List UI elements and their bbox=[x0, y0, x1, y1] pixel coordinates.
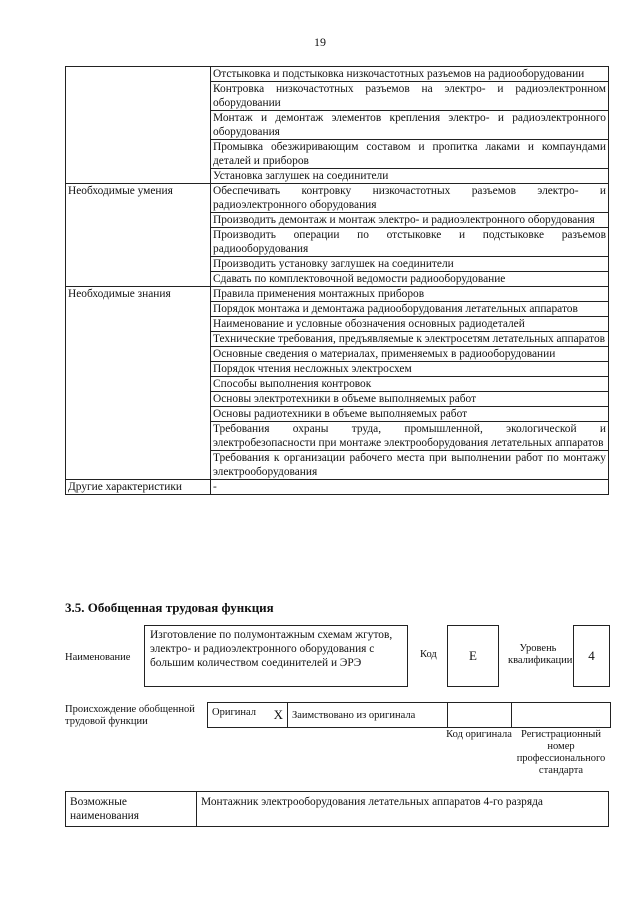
row-value: Производить операции по отстыковке и подстыковке разъемов радиооборудования bbox=[211, 228, 609, 257]
row-label bbox=[66, 67, 211, 184]
row-label: Необходимые умения bbox=[66, 184, 211, 287]
page-number: 19 bbox=[314, 35, 326, 49]
possible-names-label: Возможные наименования bbox=[66, 792, 197, 827]
registration-number-cell bbox=[512, 703, 611, 728]
section-title: 3.5. Обобщенная трудовая функция bbox=[65, 600, 274, 615]
row-value: Основы радиотехники в объеме выполняемых работ bbox=[211, 407, 609, 422]
row-value: Способы выполнения контровок bbox=[211, 377, 609, 392]
function-name-box: Изготовление по полумонтажным схемам жгутов, электро- и радиоэлектронного оборудования с большим количеством соединителей и ЭРЭ bbox=[144, 625, 408, 687]
row-value: Сдавать по комплектовочной ведомости радиооборудование bbox=[211, 272, 609, 287]
row-value: Наименование и условные обозначения основных радиодеталей bbox=[211, 317, 609, 332]
origin-table bbox=[207, 702, 611, 728]
qualification-level-box: 4 bbox=[573, 625, 610, 687]
characteristics-table bbox=[65, 66, 609, 495]
row-value: Установка заглушек на соединители bbox=[211, 169, 609, 184]
row-value: Отстыковка и подстыковка низкочастотных разъемов на радиооборудовании bbox=[211, 67, 609, 82]
name-label: Наименование bbox=[65, 652, 131, 663]
origin-label: Происхождение обобщенной трудовой функции bbox=[65, 704, 195, 727]
row-value: Производить установку заглушек на соединители bbox=[211, 257, 609, 272]
table-row bbox=[66, 287, 609, 302]
possible-names-table bbox=[65, 791, 609, 827]
row-value: Основные сведения о материалах, применяемых в радиооборудовании bbox=[211, 347, 609, 362]
code-label: Код bbox=[420, 649, 437, 660]
row-value: Технические требования, предъявляемые к электросетям летательных аппаратов bbox=[211, 332, 609, 347]
qualification-level-label: Уровень квалификации bbox=[508, 643, 573, 666]
code-box: E bbox=[447, 625, 499, 687]
table-row bbox=[66, 67, 609, 82]
row-value: Требования охраны труда, промышленной, экологической и электробезопасности при монтаже электрооборудования летательных аппаратов bbox=[211, 422, 609, 451]
origin-row bbox=[208, 703, 611, 728]
borrowed-cell: Заимствовано из оригинала bbox=[288, 703, 448, 728]
row-value: Порядок чтения несложных электросхем bbox=[211, 362, 609, 377]
row-label: Необходимые знания bbox=[66, 287, 211, 480]
registration-number-label: Регистрационный номер профессионального стандарта bbox=[516, 729, 606, 776]
row-value: Требования к организации рабочего места при выполнении работ по монтажу электрооборудования bbox=[211, 451, 609, 480]
row-value: Обеспечивать контровку низкочастотных разъемов электро- и радиоэлектронного оборудования bbox=[211, 184, 609, 213]
row-value: Производить демонтаж и монтаж электро- и радиоэлектронного оборудования bbox=[211, 213, 609, 228]
original-cell bbox=[208, 703, 288, 728]
row-value: Промывка обезжиривающим составом и пропитка лаками и компаундами деталей и приборов bbox=[211, 140, 609, 169]
code-original-cell bbox=[448, 703, 512, 728]
row-value: Монтаж и демонтаж элементов крепления электро- и радиоэлектронного оборудования bbox=[211, 111, 609, 140]
code-original-label: Код оригинала bbox=[446, 729, 512, 740]
original-label: Оригинал bbox=[212, 707, 256, 718]
row-value: Основы электротехники в объеме выполняемых работ bbox=[211, 392, 609, 407]
row-value: Контровка низкочастотных разъемов на электро- и радиоэлектронном оборудовании bbox=[211, 82, 609, 111]
row-label: Другие характеристики bbox=[66, 480, 211, 495]
possible-names-value: Монтажник электрооборудования летательных аппаратов 4-го разряда bbox=[197, 792, 609, 827]
table-row bbox=[66, 184, 609, 213]
table-row bbox=[66, 480, 609, 495]
original-mark: X bbox=[273, 707, 283, 722]
row-value: - bbox=[211, 480, 609, 495]
row-value: Порядок монтажа и демонтажа радиооборудования летательных аппаратов bbox=[211, 302, 609, 317]
row-value: Правила применения монтажных приборов bbox=[211, 287, 609, 302]
possible-names-row bbox=[66, 792, 609, 827]
